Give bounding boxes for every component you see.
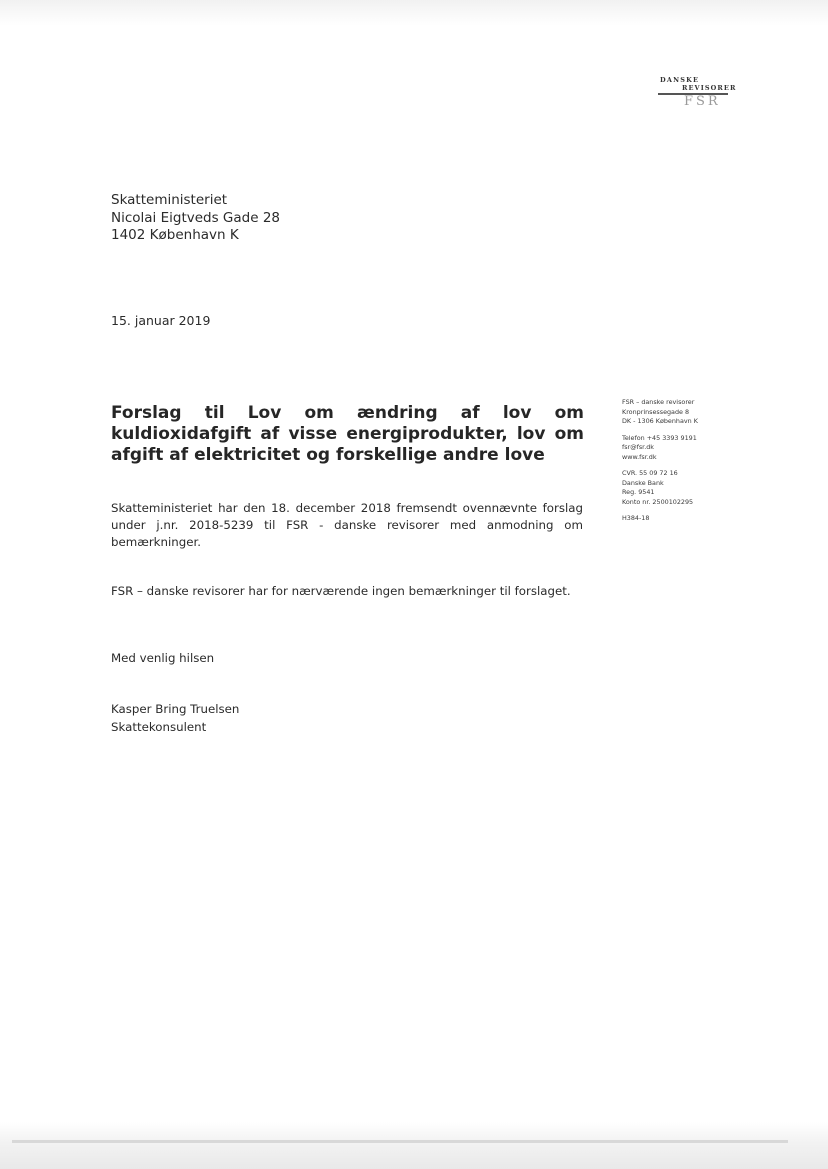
signature-block	[111, 701, 239, 736]
recipient-city: 1402 København K	[111, 227, 239, 243]
sender-address-group	[622, 398, 732, 427]
sender-ref: H384-18	[622, 514, 650, 522]
logo-text-revisorer: REVISORER	[682, 84, 737, 92]
signer-name: Kasper Bring Truelsen	[111, 702, 240, 716]
sender-city: DK - 1306 København K	[622, 417, 698, 425]
fsr-logo	[658, 76, 737, 116]
sender-bank-group	[622, 469, 732, 507]
scan-edge-line	[12, 1140, 788, 1143]
closing-greeting: Med venlig hilsen	[111, 651, 215, 665]
body-paragraph-2: FSR – danske revisorer har for nærværende ingen bemærkninger til forslaget.	[111, 584, 571, 598]
letter-date: 15. januar 2019	[111, 313, 211, 328]
sender-konto: Konto nr. 2500102295	[622, 497, 694, 506]
recipient-address	[111, 192, 280, 245]
sender-info-sidebar	[622, 398, 732, 531]
scan-shadow-top	[0, 0, 828, 26]
sender-org: FSR – danske revisorer	[622, 398, 695, 406]
sender-contact-group	[622, 434, 732, 463]
body-paragraph-1: Skatteministeriet har den 18. december 2018 fremsendt ovennævnte forslag under j.nr. 2018-5239 til FSR - danske revisorer med anmodning om bemærkninger.	[111, 501, 583, 549]
recipient-street: Nicolai Eigtveds Gade 28	[111, 209, 281, 226]
sender-cvr: CVR. 55 09 72 16	[622, 469, 678, 477]
sender-ref-group	[622, 514, 732, 524]
scan-shadow-bottom	[0, 1122, 828, 1169]
sender-email: fsr@fsr.dk	[622, 443, 655, 451]
recipient-name: Skatteministeriet	[111, 192, 228, 208]
sender-bank: Danske Bank	[622, 478, 664, 487]
signer-position: Skattekonsulent	[111, 719, 207, 734]
sender-street: Kronprinsessegade 8	[622, 407, 690, 416]
letter-title: Forslag til Lov om ændring af lov om kuldioxidafgift af visse energiprodukter, lov om afgift af elektricitet og forskellige andre love	[111, 403, 584, 465]
sender-reg: Reg. 9541	[622, 488, 655, 496]
logo-mark-fsr: FSR	[684, 94, 721, 109]
sender-phone: Telefon +45 3393 9191	[622, 433, 697, 442]
sender-web: www.fsr.dk	[622, 452, 657, 461]
logo-text-danske: DANSKE	[660, 76, 700, 84]
